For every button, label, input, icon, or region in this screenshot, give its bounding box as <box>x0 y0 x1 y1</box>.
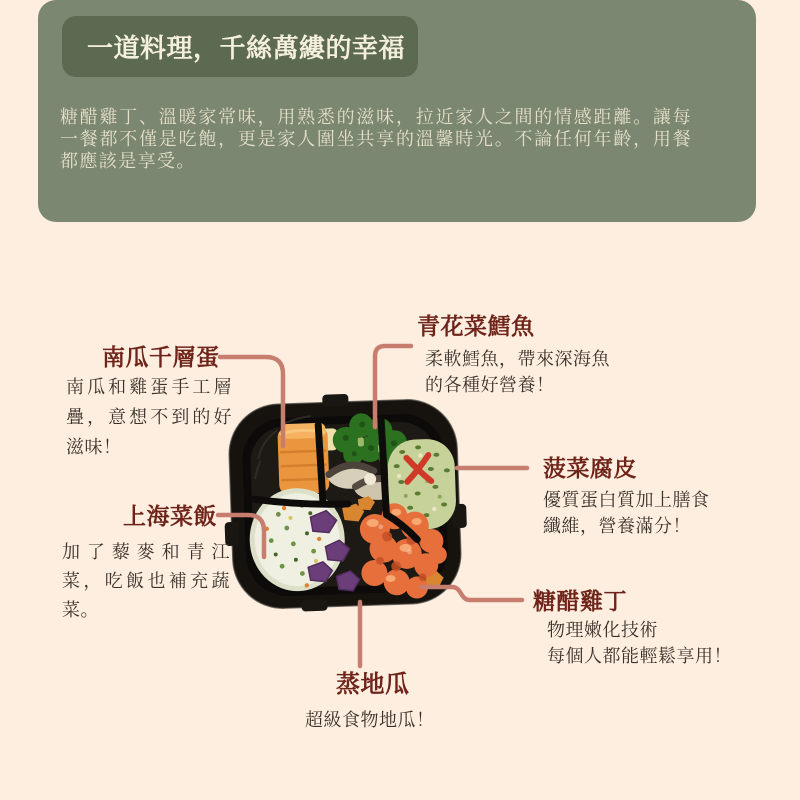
callout-body-sweet-sour-chicken <box>547 617 732 669</box>
callout-body-pumpkin-layer-egg <box>66 372 232 462</box>
callout-text-line: 柔軟鱈魚，帶來深海魚 <box>425 349 610 369</box>
intro-description: 糖醋雞丁、溫暖家常味，用熟悉的滋味，拉近家人之間的情感距離。讓每一餐都不僅是吃飽，更是家人圍坐共享的溫馨時光。不論任何年齡，用餐都應該是享受。 <box>60 107 692 171</box>
callout-body-spinach-tofu-skin <box>543 487 710 539</box>
callout-text-line: 每個人都能輕鬆享用！ <box>547 646 732 666</box>
bento-box-photo <box>222 392 472 622</box>
callout-title-broccoli-cod: 青花菜鱈魚 <box>417 313 535 339</box>
callout-text-line: 菜，吃飯也補充蔬 <box>62 571 230 591</box>
box-tab-bottom <box>301 599 327 612</box>
callout-text-line: 滋味！ <box>66 437 122 457</box>
callout-text-line: 纖維，營養滿分！ <box>543 516 691 536</box>
intro-title-box <box>62 16 418 77</box>
callout-text-line: 疊，意想不到的好 <box>66 407 232 427</box>
callout-text-line: 的各種好營養！ <box>425 375 555 395</box>
callout-body-shanghai-veg-rice <box>62 538 230 625</box>
callout-title-sweet-sour-chicken: 糖醋雞丁 <box>533 588 627 614</box>
callout-text-line: 加了藜麥和青江 <box>62 542 230 562</box>
callout-text-line: 南瓜和雞蛋手工層 <box>66 377 232 397</box>
page-title: 一道料理，千絲萬縷的幸福 <box>87 33 406 63</box>
box-tab-top <box>322 394 348 407</box>
callout-body-broccoli-cod <box>425 346 610 398</box>
callout-text-line: 物理嫩化技術 <box>547 620 658 640</box>
callout-title-spinach-tofu-skin: 菠菜腐皮 <box>543 455 637 481</box>
callout-text-line: 優質蛋白質加上膳食 <box>543 490 710 510</box>
callout-body-steamed-sweet-potato <box>305 707 435 733</box>
callout-title-steamed-sweet-potato: 蒸地瓜 <box>336 671 410 698</box>
callout-text-line: 菜。 <box>62 600 99 620</box>
intro-card <box>38 0 756 222</box>
callout-title-pumpkin-layer-egg: 南瓜千層蛋 <box>102 344 220 370</box>
callout-title-shanghai-veg-rice: 上海菜飯 <box>123 503 217 529</box>
callout-text-line: 超級食物地瓜！ <box>305 710 435 730</box>
